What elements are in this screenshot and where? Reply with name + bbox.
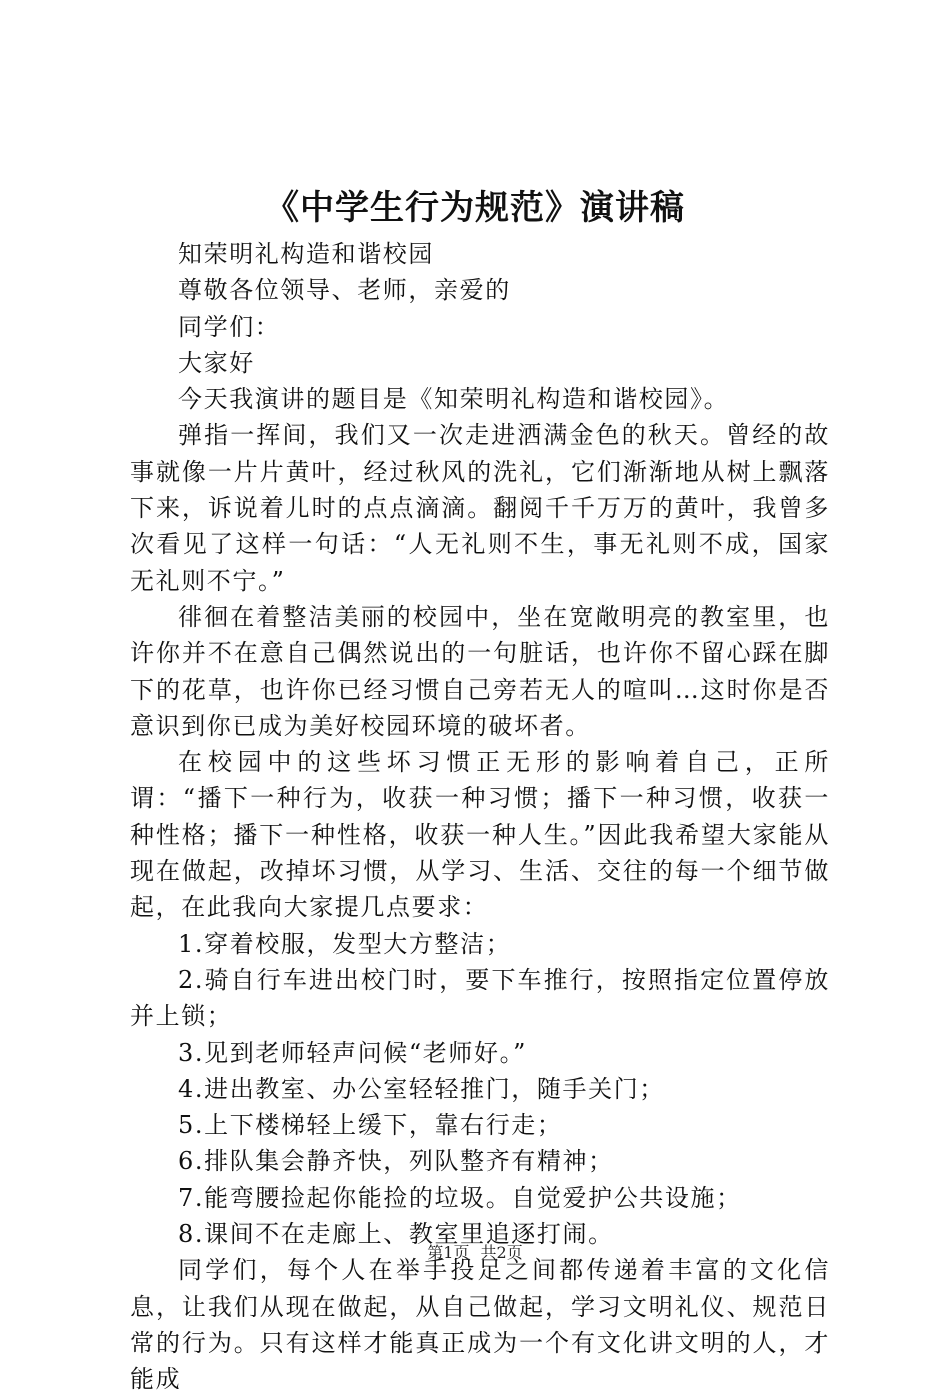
paragraph: 同学们：: [178, 312, 281, 341]
list-item: 4.进出教室、办公室轻轻推门，随手关门；: [178, 1074, 665, 1103]
paragraph: 弹指一挥间，我们又一次走进洒满金色的秋天。曾经的故事就像一片片黄叶，经过秋风的洗礼，它们渐渐地从树上飘落下来，诉说着儿时的点点滴滴。翻阅千千万万的黄叶，我曾多次看见了这样一句话：“人无礼则不生，事无礼则不成，国家无礼则不宁。”: [130, 421, 830, 595]
list-item: 2.骑自行车进出校门时，要下车推行，按照指定位置停放并上锁；: [130, 965, 830, 1031]
paragraph: 尊敬各位领导、老师，亲爱的: [178, 276, 511, 305]
list-item: 1.穿着校服，发型大方整洁；: [178, 929, 512, 958]
paragraph: 同学们，每个人在举手投足之间都传递着丰富的文化信息，让我们从现在做起，从自己做起，学习文明礼仪、规范日常的行为。只有这样才能真正成为一个有文化讲文明的人，才能成: [130, 1256, 830, 1394]
list-item: 3.见到老师轻声问候“老师好。”: [178, 1038, 528, 1067]
paragraph: 在校园中的这些坏习惯正无形的影响着自己，正所谓：“播下一种行为，收获一种习惯；播下一种习惯，收获一种性格；播下一种性格，收获一种人生。”因此我希望大家能从现在做起，改掉坏习惯，从学习、生活、交往的每一个细节做起，在此我向大家提几点要求：: [130, 748, 830, 922]
paragraph: 大家好: [178, 348, 255, 377]
paragraph: 今天我演讲的题目是《知荣明礼构造和谐校园》。: [178, 385, 730, 414]
page-footer: [0, 1242, 950, 1264]
list-item: 5.上下楼梯轻上缓下，靠右行走；: [178, 1111, 563, 1140]
paragraph: 徘徊在着整洁美丽的校园中，坐在宽敞明亮的教室里，也许你并不在意自己偶然说出的一句脏话，也许你不留心踩在脚下的花草，也许你已经习惯自己旁若无人的喧叫…这时你是否意识到你已成为美好校园环境的破坏者。: [130, 602, 830, 740]
document-title: 《中学生行为规范》演讲稿: [265, 188, 685, 228]
page-total: 共2页: [480, 1243, 523, 1262]
list-item: 6.排队集会静齐快，列队整齐有精神；: [178, 1147, 614, 1176]
list-item: 8.课间不在走廊上、教室里追逐打闹。: [178, 1220, 614, 1249]
document-body: [130, 236, 830, 1398]
page-number: 第1页: [427, 1243, 470, 1262]
list-item: 7.能弯腰捡起你能捡的垃圾。自觉爱护公共设施；: [178, 1183, 742, 1212]
paragraph: 知荣明礼构造和谐校园: [178, 240, 434, 268]
